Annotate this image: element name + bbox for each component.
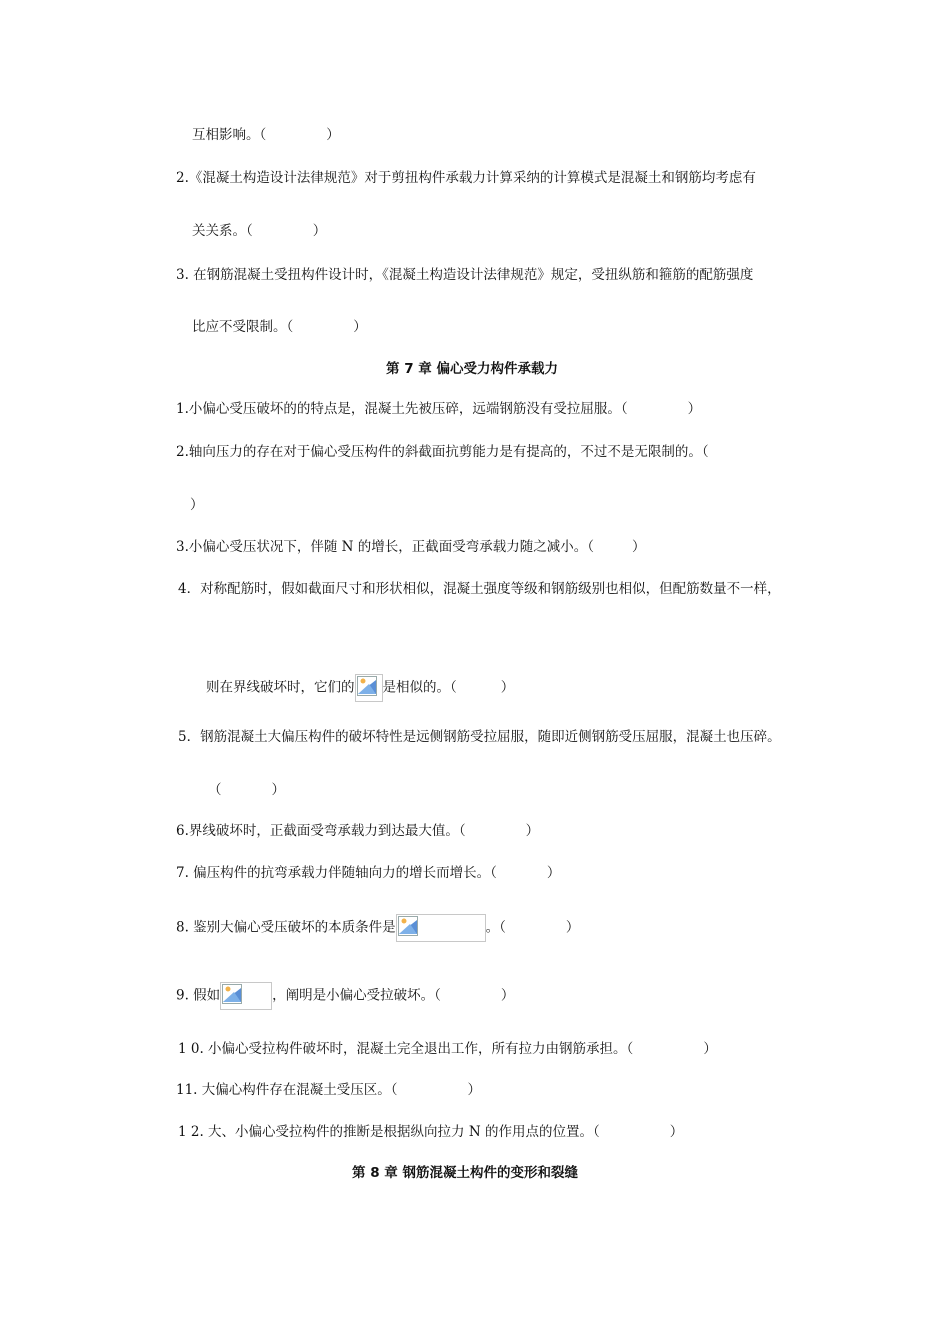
question-5-continued: （ ） [208,782,285,798]
question-4: 4．对称配筋时，假如截面尺寸和形状相似，混凝土强度等级和钢筋级别也相似，但配筋数量不一样， [178,581,781,597]
question-7: 7. 偏压构件的抗弯承载力伴随轴向力的增长而增长。（ ） [176,865,561,881]
line-4: 3. 在钢筋混凝土受扭构件设计时，《混凝土构造设计法律规范》规定，受扭纵筋和箍筋的配筋强度 [176,267,754,283]
line-2: 2.《混凝土构造设计法律规范》对于剪扭构件承载力计算采纳的计算模式是混凝土和钢筋均考虑有 [176,170,756,186]
image-placeholder [355,674,383,702]
broken-image-icon [357,676,377,696]
question-6: 6.界线破坏时，正截面受弯承载力到达最大值。（ ） [176,823,540,839]
line-3: 关关系。（ ） [192,223,327,239]
question-5: 5．钢筋混凝土大偏压构件的破坏特性是远侧钢筋受拉屈服，随即近侧钢筋受压屈服，混凝土也压碎。 [178,729,781,745]
line-5: 比应不受限制。（ ） [192,319,367,335]
image-placeholder [220,982,272,1010]
question-2: 2.轴向压力的存在对于偏心受压构件的斜截面抗剪能力是有提高的，不过不是无限制的。（ [176,444,709,460]
chapter-7-heading: 第 7 章 偏心受力构件承载力 [386,361,558,377]
broken-image-icon [398,916,418,936]
broken-image-icon [222,984,242,1004]
question-4-continued: 则在界线破坏时，它们的 是相似的。（ ） [206,674,514,702]
question-12: 1 2. 大、小偏心受拉构件的推断是根据纵向拉力 N 的作用点的位置。（ ） [178,1124,684,1140]
image-placeholder [396,914,486,942]
question-10: 1 0. 小偏心受拉构件破坏时，混凝土完全退出工作，所有拉力由钢筋承担。（ ） [178,1041,717,1057]
question-9: 9. 假如 ，阐明是小偏心受拉破坏。（ ） [176,982,514,1010]
question-3: 3.小偏心受压状况下，伴随 N 的增长，正截面受弯承载力随之减小。（ ） [176,539,646,555]
line-1: 互相影响。（ ） [192,127,340,143]
question-1: 1.小偏心受压破坏的的特点是，混凝土先被压碎，远端钢筋没有受拉屈服。（ ） [176,401,702,417]
chapter-8-heading: 第 8 章 钢筋混凝土构件的变形和裂缝 [352,1165,578,1181]
question-11: 11. 大偏心构件存在混凝土受压区。（ ） [176,1082,482,1098]
question-8: 8. 鉴别大偏心受压破坏的本质条件是 。（ ） [176,914,579,942]
question-2-end: ） [190,497,204,513]
